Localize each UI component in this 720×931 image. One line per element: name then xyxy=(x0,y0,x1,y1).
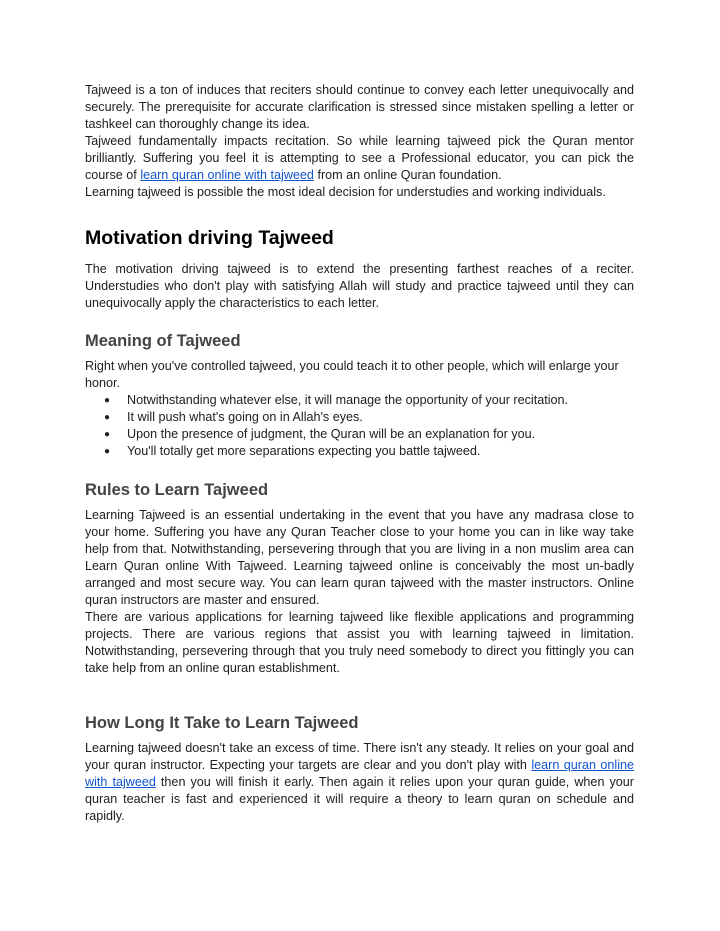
list-item xyxy=(85,392,634,409)
bullet-icon: ● xyxy=(104,412,111,423)
list-item xyxy=(85,409,634,426)
how-long-text-after: then you will finish it early. Then again it relies upon your quran guide, when your quran teacher is fast and experienced it will require a theory to learn quran on schedule and rapidly. xyxy=(85,775,635,823)
bullet-icon: ● xyxy=(104,429,111,440)
document-page xyxy=(85,82,634,825)
how-long-text-before: Learning tajweed doesn't take an excess of time. There isn't any steady. It relies on your goal and your quran instructor. Expecting your targets are clear and you don't play with xyxy=(85,741,634,772)
rules-heading: Rules to Learn Tajweed xyxy=(85,481,269,499)
list-item xyxy=(85,426,634,443)
how-long-paragraph xyxy=(85,740,634,825)
intro-paragraph-2-text-after: from an online Quran foundation. xyxy=(313,168,502,182)
bullet-icon: ● xyxy=(104,395,111,406)
how-long-heading: How Long It Take to Learn Tajweed xyxy=(85,714,359,732)
intro-paragraph-2-text-before: Tajweed fundamentally impacts recitation. So while learning tajweed pick the Quran mentor brilliantly. Suffering you feel it is attempting to see a Professional educator, you can pick the course of xyxy=(85,134,634,182)
motivation-paragraph: The motivation driving tajweed is to extend the presenting farthest reaches of a reciter. Understudies who don't play with satisfying Allah will study and practice tajweed until they can unequivocally apply the characteristics to each letter. xyxy=(85,262,634,310)
list-item-text: You'll totally get more separations expecting you battle tajweed. xyxy=(127,444,481,458)
learn-quran-online-link[interactable]: learn quran online with tajweed xyxy=(140,168,314,182)
list-item xyxy=(85,443,634,460)
list-item-text: Upon the presence of judgment, the Quran will be an explanation for you. xyxy=(127,427,536,441)
meaning-heading: Meaning of Tajweed xyxy=(85,332,241,350)
rules-paragraph-1: Learning Tajweed is an essential undertaking in the event that you have any madrasa close to your home. Suffering you have any Quran Teacher close to your home you can in like way take help from that. Notwithstanding, persevering through that you are living in a non muslim area can Learn Quran online With Tajweed. Learning tajweed online is conceivably the most un-badly arranged and most secure way. You can learn quran tajweed with the master instructors. Online quran instructors are master and ensured. xyxy=(85,508,634,607)
bullet-icon: ● xyxy=(104,446,111,457)
list-item-text: It will push what's going on in Allah's eyes. xyxy=(127,410,363,424)
learn-quran-online-tajweed-link[interactable]: learn quran online with tajweed xyxy=(85,758,634,789)
motivation-heading: Motivation driving Tajweed xyxy=(85,227,334,249)
rules-paragraph-2: There are various applications for learning tajweed like flexible applications and programming projects. There are various regions that assist you with learning tajweed in limitation. Notwithstanding, persevering through that you truly need somebody to direct you fittingly you can take help from an online quran establishment. xyxy=(85,610,634,675)
intro-paragraph-3: Learning tajweed is possible the most ideal decision for understudies and working individuals. xyxy=(85,185,606,199)
meaning-paragraph: Right when you've controlled tajweed, you could teach it to other people, which will enlarge your honor. xyxy=(85,359,619,390)
intro-paragraph-2 xyxy=(85,133,634,184)
list-item-text: Notwithstanding whatever else, it will manage the opportunity of your recitation. xyxy=(127,393,569,407)
meaning-bullet-list xyxy=(85,392,634,460)
intro-paragraph-1: Tajweed is a ton of induces that reciters should continue to convey each letter unequivocally and securely. The prerequisite for accurate clarification is stressed since mistaken spelling a letter or tashkeel can thoroughly change its idea. xyxy=(85,83,634,131)
